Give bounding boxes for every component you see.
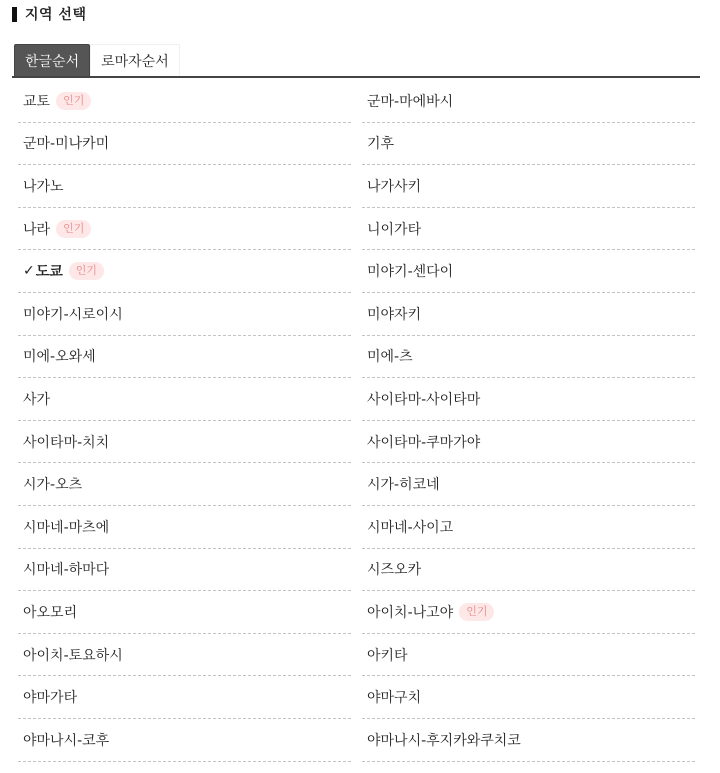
region-item[interactable] <box>362 80 695 123</box>
region-name: 미에-오와세 <box>23 349 96 366</box>
popular-badge: 인기 <box>69 262 104 280</box>
tab-roman-order[interactable]: 로마자순서 <box>90 44 180 76</box>
region-name: 사이타마-쿠마가야 <box>367 434 481 451</box>
tab-korean-order[interactable]: 한글순서 <box>14 44 90 76</box>
checkmark-icon: ✓ <box>23 263 35 280</box>
region-item[interactable] <box>362 293 695 336</box>
region-item[interactable] <box>18 719 351 762</box>
region-item[interactable] <box>18 676 351 719</box>
region-name: 아이치-토요하시 <box>23 647 123 664</box>
region-name: 군마-마에바시 <box>367 93 454 110</box>
region-item[interactable] <box>18 591 351 634</box>
region-item[interactable] <box>362 676 695 719</box>
region-item[interactable] <box>362 123 695 166</box>
region-name: 사이타마-치치 <box>23 434 110 451</box>
popular-badge: 인기 <box>56 220 91 238</box>
region-item[interactable] <box>18 336 351 379</box>
region-item[interactable] <box>18 378 351 421</box>
region-item[interactable] <box>362 208 695 251</box>
sort-tabs <box>12 44 700 78</box>
region-name: 아이치-나고야 <box>367 604 454 621</box>
region-item[interactable] <box>362 591 695 634</box>
region-item[interactable] <box>362 250 695 293</box>
region-name: 야마구치 <box>367 690 422 707</box>
region-name: 나가사키 <box>367 178 422 195</box>
region-name: 군마-미나카미 <box>23 136 110 153</box>
region-name: 시마네-사이고 <box>367 519 454 536</box>
region-item[interactable] <box>18 463 351 506</box>
region-name: 시마네-하마다 <box>23 562 110 579</box>
region-list <box>18 80 695 762</box>
region-name: 사가 <box>23 391 51 408</box>
region-name: 야마나시-코후 <box>23 732 110 749</box>
region-item[interactable] <box>18 80 351 123</box>
region-name: 사이타마-사이타마 <box>367 391 481 408</box>
region-name: 아오모리 <box>23 604 78 621</box>
region-item[interactable] <box>362 463 695 506</box>
region-item[interactable] <box>18 123 351 166</box>
region-name: 아키타 <box>367 647 408 664</box>
region-item[interactable] <box>18 634 351 677</box>
region-item[interactable] <box>18 549 351 592</box>
region-item[interactable] <box>362 506 695 549</box>
region-name: 나가노 <box>23 178 64 195</box>
region-name: 미야기-시로이시 <box>23 306 123 323</box>
region-name: 시가-히코네 <box>367 477 440 494</box>
popular-badge: 인기 <box>56 92 91 110</box>
region-item[interactable] <box>362 421 695 464</box>
region-name: 야마나시-후지카와쿠치코 <box>367 732 521 749</box>
region-item[interactable] <box>362 378 695 421</box>
region-name: 미에-츠 <box>367 349 413 366</box>
region-name: 나라 <box>23 221 51 238</box>
header-marker <box>12 7 17 22</box>
region-item[interactable] <box>18 208 351 251</box>
region-name: 시즈오카 <box>367 562 422 579</box>
region-name: 교토 <box>23 93 51 110</box>
region-item[interactable] <box>362 634 695 677</box>
region-name: 미야자키 <box>367 306 422 323</box>
region-name: 야마가타 <box>23 690 78 707</box>
region-name: 도쿄 <box>35 264 63 281</box>
region-name: 시가-오츠 <box>23 477 83 494</box>
region-item[interactable] <box>362 336 695 379</box>
region-name: 기후 <box>367 136 395 153</box>
region-item[interactable] <box>362 165 695 208</box>
region-item[interactable] <box>18 506 351 549</box>
region-item[interactable] <box>18 165 351 208</box>
region-item[interactable] <box>362 719 695 762</box>
page-title: 지역 선택 <box>25 7 87 23</box>
region-item[interactable] <box>18 293 351 336</box>
region-name: 시마네-마츠에 <box>23 519 110 536</box>
region-item[interactable] <box>18 421 351 464</box>
region-item[interactable] <box>18 250 351 293</box>
popular-badge: 인기 <box>459 603 494 621</box>
region-name: 미야기-센다이 <box>367 264 454 281</box>
section-header <box>12 4 86 24</box>
region-name: 니이가타 <box>367 221 422 238</box>
region-item[interactable] <box>362 549 695 592</box>
